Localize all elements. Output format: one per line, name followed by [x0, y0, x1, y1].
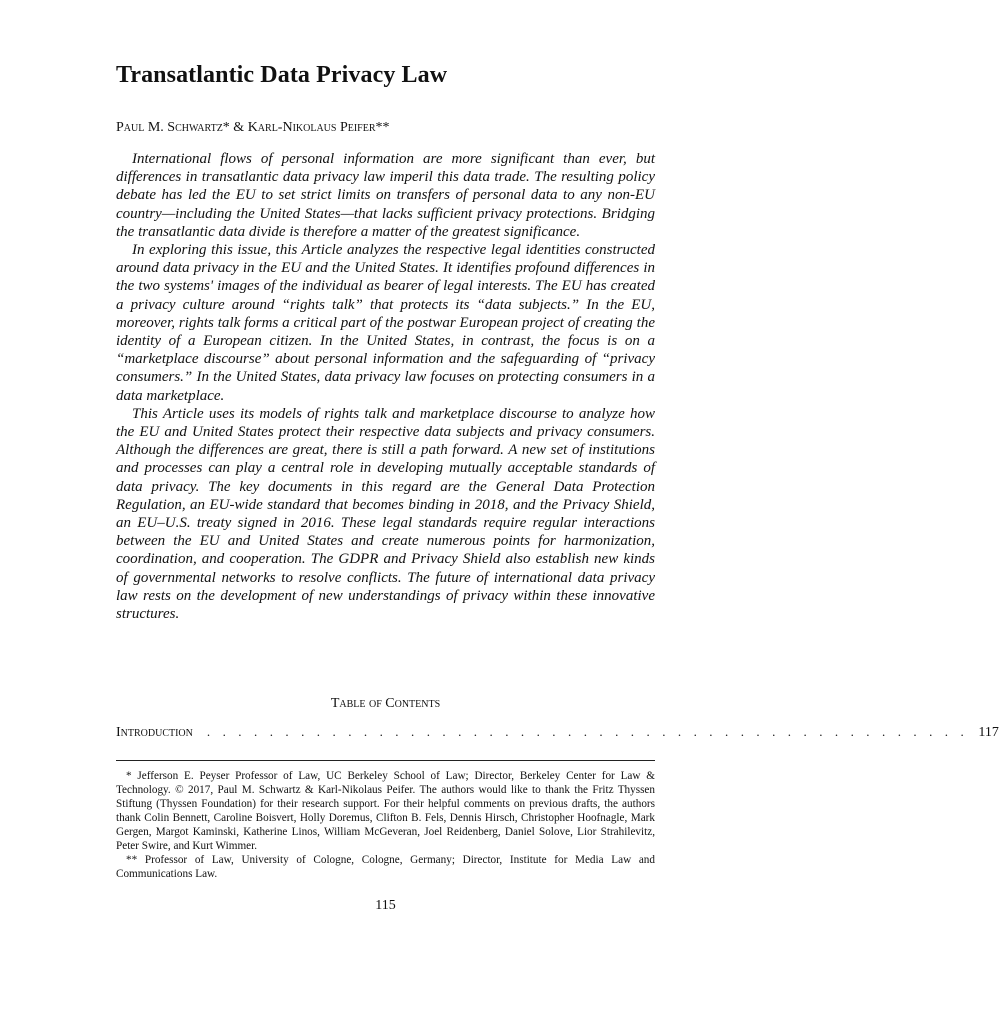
footnote-divider [116, 760, 655, 761]
abstract-paragraph: International flows of personal information are more significant than ever, but differences in transatlantic data privacy law imperil this data trade. The resulting policy debate has led the EU to set strict limits on transfers of personal data to any non-EU country—including the United States—that lacks sufficient privacy protections. Bridging the transatlantic data divide is therefore a matter of the greatest significance. [116, 151, 655, 240]
footnotes [116, 769, 655, 881]
abstract [116, 150, 655, 623]
page-number: 115 [375, 898, 396, 913]
footnote: ** Professor of Law, University of Cologne, Cologne, Germany; Director, Institute for Media Law and Communications Law. [116, 854, 655, 880]
footnote: * Jefferson E. Peyser Professor of Law, UC Berkeley School of Law; Director, Berkeley Center for Law & Technology. © 2017, Paul M. Schwartz & Karl-Nikolaus Peifer. The authors would like to thank the Fritz Thyssen Stiftung (Thyssen Foundation) for their research support. For their helpful comments on previous drafts, the authors thank Colin Bennett, Caroline Boisvert, Holly Doremus, Clifton B. Fels, Dennis Hirsch, Christopher Hoofnagle, Mark Gergen, Margot Kaminski, Katherine Linos, William McGeveran, Joel Reidenberg, Daniel Solove, Lior Strahilevitz, Peter Swire, and Kurt Wimmer. [116, 770, 655, 852]
toc-entry-label: Introduction [116, 725, 193, 740]
toc-entry-introduction[interactable] [116, 724, 999, 741]
abstract-paragraph: In exploring this issue, this Article analyzes the respective legal identities constructed around data privacy in the EU and the United States. It identifies profound differences in the two systems' images of the individual as bearer of legal interests. The EU has created a privacy culture around “rights talk” that protects its “data subjects.” In the EU, moreover, rights talk forms a critical part of the postwar European project of creating the identity of a European citizen. In the United States, in contrast, the focus is on a “marketplace discourse” about personal information and the safeguarding of “privacy consumers.” In the United States, data privacy law focuses on protecting consumers in a data marketplace. [116, 242, 655, 404]
toc-leader-dots: . . . . . . . . . . . . . . . . . . . . . . . . . . . . . . . . . . . . . . . . . . . . . . . . . [206, 724, 969, 739]
abstract-paragraph: This Article uses its models of rights talk and marketplace discourse to analyze how the EU and United States protect their respective data subjects and privacy consumers. Although the differences are great, there is still a path forward. A new set of institutions and processes can play a central role in developing mutually acceptable standards of data privacy. The key documents in this regard are the General Data Protection Regulation, an EU-wide standard that becomes binding in 2018, and the Privacy Shield, an EU–U.S. treaty signed in 2016. These legal standards require regular interactions between the EU and United States and create numerous points for harmonization, coordination, and cooperation. The GDPR and Privacy Shield also establish new kinds of governmental networks to resolve conflicts. The future of international data privacy law rests on the development of new understandings of privacy within these innovative structures. [116, 405, 655, 623]
toc-entry-page: 117 [978, 725, 999, 740]
toc-heading: Table of Contents [330, 696, 441, 711]
article-authors: Paul M. Schwartz* & Karl-Nikolaus Peifer** [116, 120, 390, 135]
article-title: Transatlantic Data Privacy Law [116, 62, 448, 88]
